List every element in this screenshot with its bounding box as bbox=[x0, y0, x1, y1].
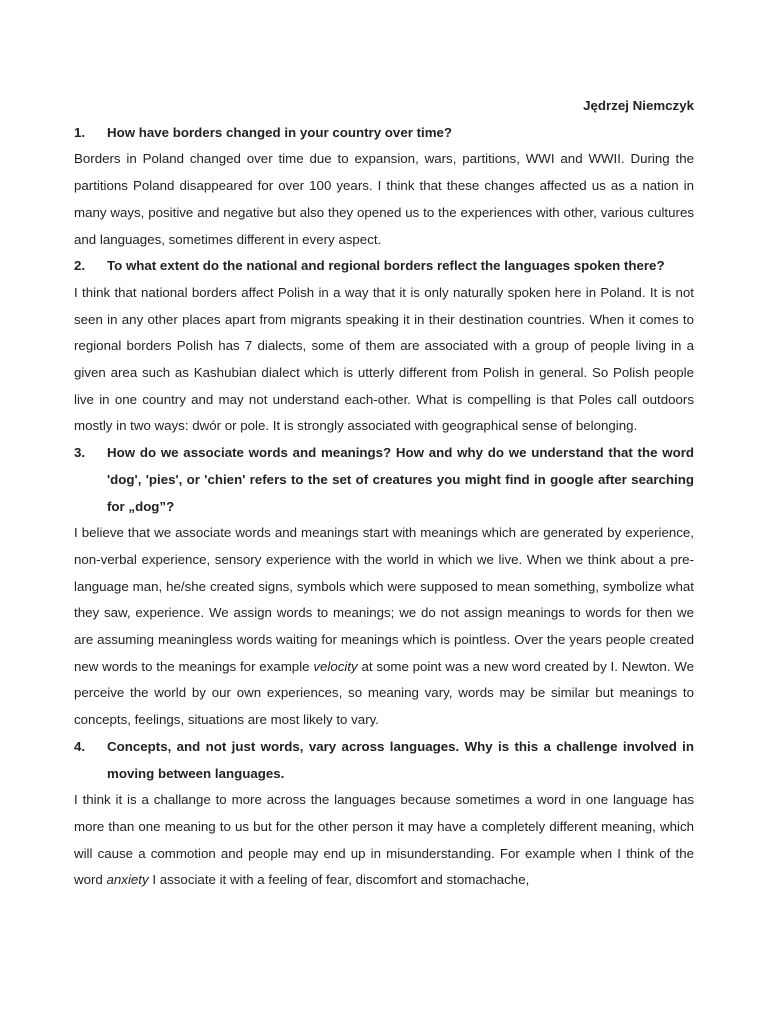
answer-1: Borders in Poland changed over time due to expansion, wars, partitions, WWI and WWII. During the partitions Poland disappeared for over 100 years. I think that these changes affected us as a nation in many ways, positive and negative but also they opened us to the experiences with other, various cultures and languages, sometimes different in every aspect. bbox=[74, 151, 694, 247]
answer-text: at some point was a new word created by I. Newton. We perceive the world by our own experiences, so meaning vary, words may be similar but meanings to concepts, feelings, situations are most likely to vary. bbox=[74, 658, 694, 728]
answer-text: I believe that we associate words and meanings start with meanings which are generated by experience, non-verbal experience, sensory experience with the world in which we live. When we think about a pre-language man, he/she created signs, symbols which were supposed to mean something, symbolize what they saw, experience. We assign words to meanings; we do not assign meanings to words for then we are assuming meaningless words waiting for meanings which is pointless. Over the years people created new words to the meanings for example bbox=[74, 525, 694, 674]
answer-text: I associate it with a feeling of fear, discomfort and stomachache, bbox=[148, 872, 530, 888]
author-name: Jędrzej Niemczyk bbox=[583, 98, 694, 113]
question-4 bbox=[74, 734, 694, 787]
answer-text: I think it is a challange to more across the languages because sometimes a word in one language has more than one meaning to us but for the other person it may have a completely different meaning, which will cause a commotion and people may end up in misunderstanding. For example when I think of the word bbox=[74, 792, 694, 888]
question-text: How have borders changed in your country over time? bbox=[107, 124, 453, 140]
question-text: Concepts, and not just words, vary across languages. Why is this a challenge involved in moving between languages. bbox=[107, 738, 694, 781]
question-text: To what extent do the national and regional borders reflect the languages spoken there? bbox=[107, 258, 665, 274]
question-3 bbox=[74, 440, 694, 520]
italic-term: anxiety bbox=[106, 872, 149, 888]
question-number: 3. bbox=[74, 445, 86, 461]
question-number: 1. bbox=[74, 124, 86, 140]
question-2 bbox=[74, 253, 694, 280]
answer-4 bbox=[74, 787, 694, 894]
question-number: 4. bbox=[74, 738, 86, 754]
answer-2: I think that national borders affect Polish in a way that it is only naturally spoken here in Poland. It is not seen in any other places apart from migrants speaking it in their destination countries. When it comes to regional borders Polish has 7 dialects, some of them are associated with a group of people living in a given area such as Kashubian dialect which is utterly different from Polish in general. So Polish people live in one country and may not understand each-other. What is compelling is that Poles call outdoors mostly in two ways: dwór or pole. It is strongly associated with geographical sense of belonging. bbox=[74, 284, 694, 434]
question-text: How do we associate words and meanings? How and why do we understand that the word 'dog', 'pies', or 'chien' refers to the set of creatures you might find in google after searching for „dog”? bbox=[107, 445, 694, 514]
question-1 bbox=[74, 120, 694, 147]
answer-3 bbox=[74, 520, 694, 734]
question-number: 2. bbox=[74, 258, 86, 274]
italic-term: velocity bbox=[313, 658, 358, 674]
